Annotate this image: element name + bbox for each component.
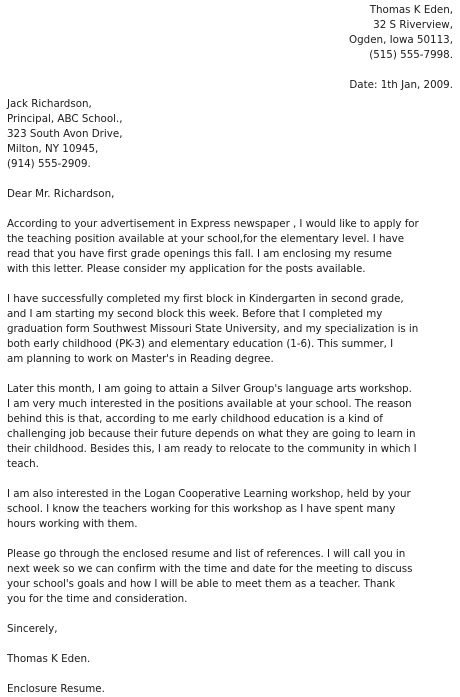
sender-phone: (515) 555-7998. — [369, 49, 453, 61]
paragraph-line: Later this month, I am going to attain a Silver Group's language arts workshop. — [7, 383, 412, 395]
paragraph-line: school. I know the teachers working for this workshop as I have spent many — [7, 503, 396, 515]
paragraph-line: and I am starting my second block this week. Before that I completed my — [7, 308, 383, 320]
sender-street: 32 S Riverview, — [373, 19, 453, 31]
paragraph-line: read that you have first grade openings this fall. I am enclosing my resume — [7, 248, 392, 260]
paragraph-line: According to your advertisement in Express newspaper , I would like to apply for — [7, 218, 419, 230]
sender-name: Thomas K Eden, — [369, 4, 453, 16]
signature-name: Thomas K Eden. — [7, 653, 91, 665]
sender-address-block — [7, 3, 456, 63]
paragraph-line: your school's goals and how I will be able to meet them as a teacher. Thank — [7, 578, 396, 590]
paragraph-line: you for the time and consideration. — [7, 593, 188, 605]
complimentary-close: Sincerely, — [7, 623, 58, 635]
paragraph-line: with this letter. Please consider my application for the posts available. — [7, 263, 366, 275]
recipient-street: 323 South Avon Drive, — [7, 128, 123, 140]
recipient-city: Milton, NY 10945, — [7, 143, 99, 155]
paragraph-line: next week so we can confirm with the time and date for the meeting to discuss — [7, 563, 413, 575]
body-paragraph-logan — [7, 487, 456, 532]
salutation: Dear Mr. Richardson, — [7, 188, 115, 200]
paragraph-line: I have successfully completed my first block in Kindergarten in second grade, — [7, 293, 404, 305]
recipient-title: Principal, ABC School., — [7, 113, 123, 125]
letter-date: Date: 1th Jan, 2009. — [349, 79, 453, 91]
paragraph-line: the teaching position available at your school,for the elementary level. I have — [7, 233, 405, 245]
cover-letter — [7, 3, 456, 697]
paragraph-line: Please go through the enclosed resume and list of references. I will call you in — [7, 548, 406, 560]
paragraph-line: am planning to work on Master's in Reading degree. — [7, 353, 274, 365]
recipient-name: Jack Richardson, — [7, 98, 92, 110]
paragraph-line: both early childhood (PK-3) and elementary education (1-6). This summer, I — [7, 338, 394, 350]
body-paragraph-intro — [7, 217, 456, 277]
recipient-phone: (914) 555-2909. — [7, 158, 91, 170]
sender-city: Ogden, Iowa 50113, — [349, 34, 453, 46]
paragraph-line: hours working with them. — [7, 518, 138, 530]
enclosure-note: Enclosure Resume. — [7, 683, 105, 695]
paragraph-line: I am very much interested in the positions available at your school. The reason — [7, 398, 412, 410]
paragraph-line: their childhood. Besides this, I am ready to relocate to the community in which I — [7, 443, 417, 455]
body-paragraph-workshop — [7, 382, 456, 472]
paragraph-line: I am also interested in the Logan Cooperative Learning workshop, held by your — [7, 488, 411, 500]
body-paragraph-education — [7, 292, 456, 367]
paragraph-line: graduation form Southwest Missouri State University, and my specialization is in — [7, 323, 419, 335]
paragraph-line: challenging job because their future depends on what they are going to learn in — [7, 428, 416, 440]
paragraph-line: teach. — [7, 458, 39, 470]
body-paragraph-closing-request — [7, 547, 456, 607]
recipient-address-block — [7, 97, 456, 172]
paragraph-line: behind this is that, according to me early childhood education is a kind of — [7, 413, 383, 425]
